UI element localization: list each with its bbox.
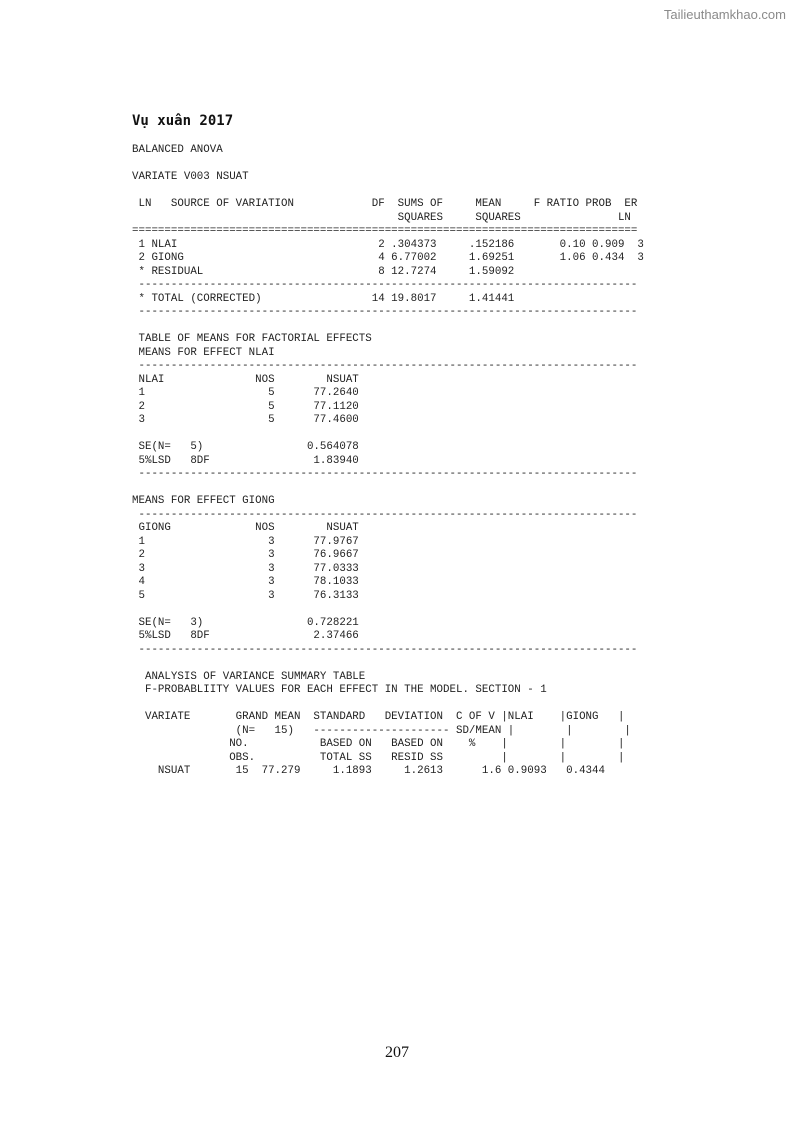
report-line: 5%LSD 8DF 1.83940 [132, 454, 359, 467]
report-line: * TOTAL (CORRECTED) 14 19.8017 1.41441 [132, 292, 515, 305]
report-line: ANALYSIS OF VARIANCE SUMMARY TABLE [132, 670, 366, 683]
report-line: 5 3 76.3133 [132, 589, 359, 602]
report-line: 2 5 77.1120 [132, 400, 359, 413]
report-line: NLAI NOS NSUAT [132, 373, 359, 386]
anova-report [132, 144, 644, 779]
report-line: SE(N= 3) 0.728221 [132, 616, 359, 629]
report-line: SQUARES SQUARES LN [132, 211, 631, 224]
report-line: 3 3 77.0333 [132, 562, 359, 575]
report-line: 1 NLAI 2 .304373 .152186 0.10 0.909 3 [132, 238, 644, 251]
report-line: * RESIDUAL 8 12.7274 1.59092 [132, 265, 515, 278]
report-line: 4 3 78.1033 [132, 576, 359, 588]
report-line: ----------------------------------------------------------------------------- [132, 306, 638, 318]
report-line: VARIATE GRAND MEAN STANDARD DEVIATION C OF V |NLAI |GIONG | [132, 711, 625, 723]
report-line: 1 5 77.2640 [132, 387, 359, 399]
report-line: 2 3 76.9667 [132, 549, 359, 561]
report-line: MEANS FOR EFFECT NLAI [132, 346, 275, 359]
report-line: MEANS FOR EFFECT GIONG [132, 495, 275, 507]
page-number: 207 [385, 1044, 409, 1061]
report-line: (N= 15) --------------------- SD/MEAN | | | [132, 724, 631, 737]
report-line: OBS. TOTAL SS RESID SS | | | [132, 751, 625, 764]
report-line: NO. BASED ON BASED ON % | | | [132, 738, 625, 750]
report-line: LN SOURCE OF VARIATION DF SUMS OF MEAN F RATIO PROB ER [132, 198, 638, 210]
report-line: VARIATE V003 NSUAT [132, 171, 249, 183]
report-line: SE(N= 5) 0.564078 [132, 441, 359, 453]
report-line: ----------------------------------------------------------------------------- [132, 279, 638, 291]
report-line: NSUAT 15 77.279 1.1893 1.2613 1.6 0.9093 0.4344 [132, 765, 605, 777]
section-heading: Vụ xuân 2017 [132, 113, 234, 129]
report-line: TABLE OF MEANS FOR FACTORIAL EFFECTS [132, 333, 372, 345]
report-line: ----------------------------------------------------------------------------- [132, 643, 638, 656]
report-line: 1 3 77.9767 [132, 535, 359, 548]
report-line: F-PROBABLIITY VALUES FOR EACH EFFECT IN THE MODEL. SECTION - 1 [132, 684, 547, 696]
report-line: GIONG NOS NSUAT [132, 522, 359, 534]
report-line: ----------------------------------------------------------------------------- [132, 360, 638, 372]
report-line: ----------------------------------------------------------------------------- [132, 508, 638, 521]
report-line: 5%LSD 8DF 2.37466 [132, 630, 359, 642]
report-line: ============================================================================== [132, 225, 638, 237]
report-line: ----------------------------------------------------------------------------- [132, 468, 638, 480]
report-line: 3 5 77.4600 [132, 414, 359, 426]
watermark: Tailieuthamkhao.com [663, 7, 786, 22]
report-line: BALANCED ANOVA [132, 144, 223, 156]
report-line: 2 GIONG 4 6.77002 1.69251 1.06 0.434 3 [132, 252, 644, 264]
